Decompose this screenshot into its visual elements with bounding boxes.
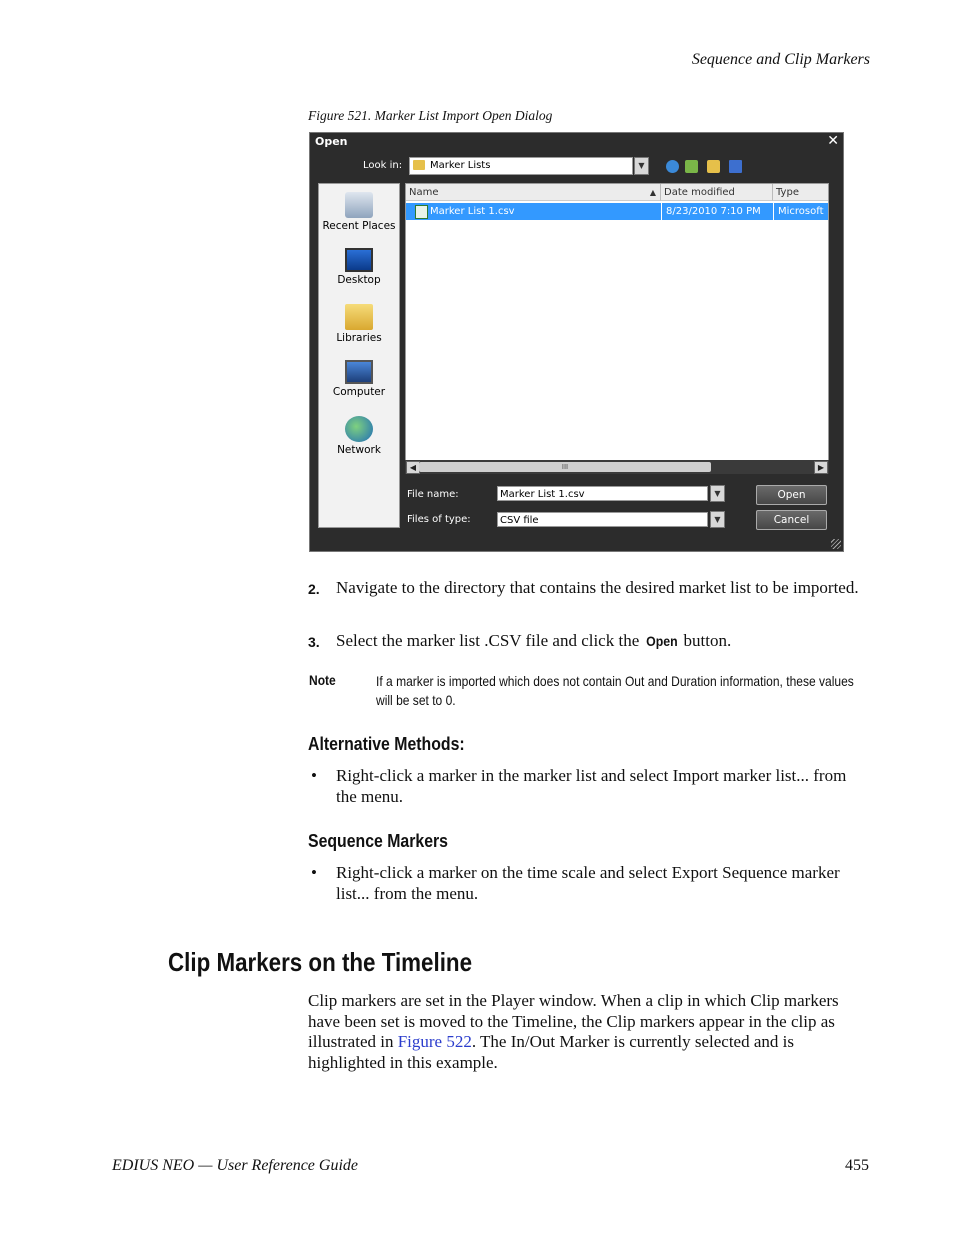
resize-grip-icon[interactable] <box>831 539 841 549</box>
seq-markers-bullet: Right-click a marker on the time scale and select Export Sequence marker list... from the menu. <box>336 863 840 903</box>
section-paragraph <box>308 991 868 1073</box>
view-menu-icon[interactable] <box>729 160 742 173</box>
look-in-value: Marker Lists <box>430 160 491 171</box>
paragraph-text: Clip markers are set in the Player window. When a clip in which Clip markers have been set is moved to the Timeline, the Clip markers appear in the clip as illustrated in <box>308 991 839 1051</box>
places-bar <box>318 183 400 528</box>
place-network[interactable] <box>319 416 399 456</box>
place-libraries[interactable] <box>319 304 399 344</box>
file-type-label: Files of type: <box>407 514 471 525</box>
open-button[interactable]: Open <box>756 485 827 505</box>
paragraph-text: . The In/Out Marker is currently selected and is highlighted in this example. <box>308 1032 794 1072</box>
desktop-icon <box>345 248 373 272</box>
page-number: 455 <box>845 1157 869 1174</box>
place-recent-places[interactable] <box>319 192 399 232</box>
step-text-part: button. <box>679 631 732 650</box>
column-label: Name <box>409 187 439 198</box>
file-type-cell: Microsoft <box>773 203 828 220</box>
note-text: If a marker is imported which does not contain Out and Duration information, these values will be set to 0. <box>376 673 854 708</box>
cancel-button[interactable]: Cancel <box>756 510 827 530</box>
file-list[interactable] <box>405 183 829 461</box>
file-name-input[interactable]: Marker List 1.csv <box>497 486 708 501</box>
place-label: Network <box>337 444 381 456</box>
file-type-select[interactable]: CSV file <box>497 512 708 527</box>
close-icon[interactable]: ✕ <box>827 133 839 149</box>
file-date-cell: 8/23/2010 7:10 PM <box>661 203 772 220</box>
file-name-cell: Marker List 1.csv <box>430 206 515 217</box>
horizontal-scrollbar[interactable] <box>405 460 829 474</box>
up-folder-icon[interactable] <box>685 160 698 173</box>
scroll-left-icon[interactable]: ◀ <box>406 461 420 474</box>
file-type-dropdown-icon[interactable]: ▼ <box>710 511 725 528</box>
section-heading: Clip Markers on the Timeline <box>168 947 473 977</box>
place-label: Libraries <box>336 332 382 344</box>
network-icon <box>345 416 373 442</box>
note-label: Note <box>309 672 336 688</box>
column-header-name[interactable] <box>406 184 661 201</box>
back-icon[interactable] <box>666 160 679 173</box>
alt-methods-heading: Alternative Methods: <box>308 734 465 754</box>
running-header: Sequence and Clip Markers <box>691 51 870 68</box>
libraries-icon <box>345 304 373 330</box>
place-label: Recent Places <box>322 220 396 232</box>
footer-title: EDIUS NEO — User Reference Guide <box>112 1157 359 1174</box>
place-desktop[interactable] <box>319 248 399 286</box>
recent-places-icon <box>345 192 373 218</box>
step-text <box>336 631 866 652</box>
look-in-label: Look in: <box>363 160 403 171</box>
csv-file-icon <box>415 205 428 219</box>
place-label: Desktop <box>337 274 381 286</box>
look-in-combo[interactable] <box>409 157 633 175</box>
look-in-dropdown-icon[interactable]: ▼ <box>634 157 649 175</box>
sort-up-icon: ▲ <box>649 188 656 197</box>
bullet-icon: • <box>311 766 317 785</box>
alt-methods-bullet: Right-click a marker in the marker list and select Import marker list... from the menu. <box>336 766 847 806</box>
figure-caption: Figure 521. Marker List Import Open Dialog <box>308 108 553 123</box>
step-number: 3. <box>308 634 320 650</box>
column-header-date[interactable]: Date modified <box>661 184 773 201</box>
dialog-title: Open <box>315 135 348 148</box>
place-label: Computer <box>332 386 386 398</box>
figure-link[interactable]: Figure 522 <box>397 1032 472 1051</box>
scroll-right-icon[interactable]: ▶ <box>814 461 828 474</box>
step-text: Navigate to the directory that contains the desired market list to be imported. <box>336 578 859 597</box>
new-folder-icon[interactable] <box>707 160 720 173</box>
column-header-type[interactable]: Type <box>773 184 828 201</box>
file-name-dropdown-icon[interactable]: ▼ <box>710 485 725 502</box>
open-button-label: Open <box>645 633 678 649</box>
step-text-part: Select the marker list .CSV file and click the <box>336 631 644 650</box>
scroll-thumb[interactable]: III <box>419 462 711 472</box>
bullet-icon: • <box>311 863 317 882</box>
place-computer[interactable] <box>319 360 399 398</box>
seq-markers-heading: Sequence Markers <box>308 831 449 851</box>
file-name-label: File name: <box>407 489 459 500</box>
computer-icon <box>345 360 373 384</box>
file-row[interactable] <box>406 203 828 220</box>
folder-icon <box>413 160 425 170</box>
open-dialog <box>309 132 844 552</box>
step-number: 2. <box>308 581 320 597</box>
